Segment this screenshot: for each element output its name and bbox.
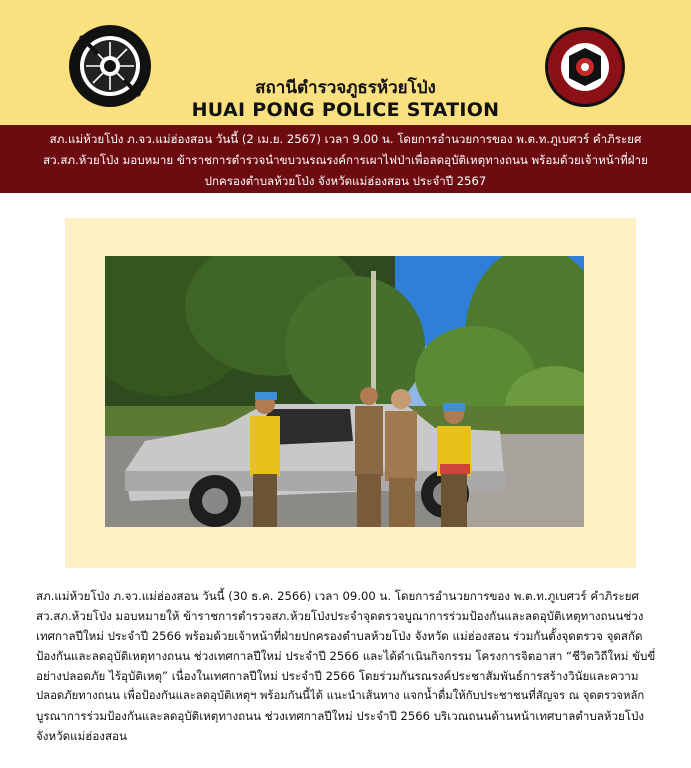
body-line: อย่างปลอดภัย ไร้อุบัติเหตุ” เนื่องในเทศกาลปีใหม่ ประจำปี 2566 โดยร่วมกันรณรงค์ประชาสัมพันธ์การสร้างวินัยและความ	[36, 669, 639, 683]
banner-line: สภ.แม่ห้วยโป่ง ภ.จว.แม่ฮ่องสอน วันนี้ (2 เม.ย. 2567) เวลา 9.00 น. โดยการอำนวยการของ พ.ต.ท.ภูเบศวร์ คำภิระยศ	[49, 132, 642, 146]
header	[0, 0, 691, 125]
body-line: บูรณาการร่วมป้องกันและลดอุบัติเหตุทางถนน ช่วงเทศกาลปีใหม่ ประจำปี 2566 บริเวณถนนด้านหน้าเทศบาลตำบลห้วยโป่ง	[36, 709, 645, 723]
banner-line: ปกครองตำบลห้วยโป่ง จังหวัดแม่ฮ่องสอน ประจำปี 2567	[204, 174, 487, 188]
checkpoint-photo	[105, 256, 584, 527]
body-line: จังหวัดแม่ฮ่องสอน	[36, 729, 127, 743]
article-body	[36, 586, 658, 746]
body-line: สว.สภ.ห้วยโป่ง มอบหมายให้ ข้าราชการตำรวจสภ.ห้วยโป่งประจำจุดตรวจบูณาการร่วมป้องกันและลดอุบัติเหตุทางถนนช่วง	[36, 609, 644, 623]
body-line: สภ.แม่ห้วยโป่ง ภ.จว.แม่ฮ่องสอน วันนี้ (30 ธ.ค. 2566) เวลา 09.00 น. โดยการอำนวยการของ พ.ต.ท.ภูเบศวร์ คำภิระยศ	[36, 589, 639, 603]
body-line: ป้องกันและลดอุบัติเหตุทางถนน ช่วงเทศกาลปีใหม่ ประจำปี 2566 และได้ดำเนินกิจกรรม โครงการจิตอาสา “ชีวิตวิถีใหม่ ขับขี่	[36, 649, 656, 663]
station-title-thai: สถานีตำรวจภูธรห้วยโป่ง	[255, 78, 436, 98]
body-line: ปลอดภัยทางถนน เพื่อป้องกันและลดอุบัติเหตุฯ พร้อมกันนี้ได้ แนะนำเส้นทาง แจกน้ำดื่มให้กับประชาชนที่สัญจร ณ จุดตรวจหลัก	[36, 689, 645, 702]
body-line: เทศกาลปีใหม่ ประจำปี 2566 พร้อมด้วยเจ้าหน้าที่ฝ่ายปกครองตำบลห้วยโป่ง จังหวัด แม่ฮ่องสอน ร่วมกันตั้งจุดตรวจ จุดสกัด	[36, 629, 643, 643]
station-title-english: HUAI PONG POLICE STATION	[191, 99, 500, 121]
headline-banner	[0, 125, 691, 193]
banner-line: สว.สภ.ห้วยโป่ง มอบหมาย ข้าราชการตำรวจนำขบวนรณรงค์การเผาไฟป่าเพื่อลดอุบัติเหตุทางถนน พร้อมด้วยเจ้าหน้าที่ฝ่าย	[43, 153, 648, 167]
photo-frame	[65, 218, 636, 568]
